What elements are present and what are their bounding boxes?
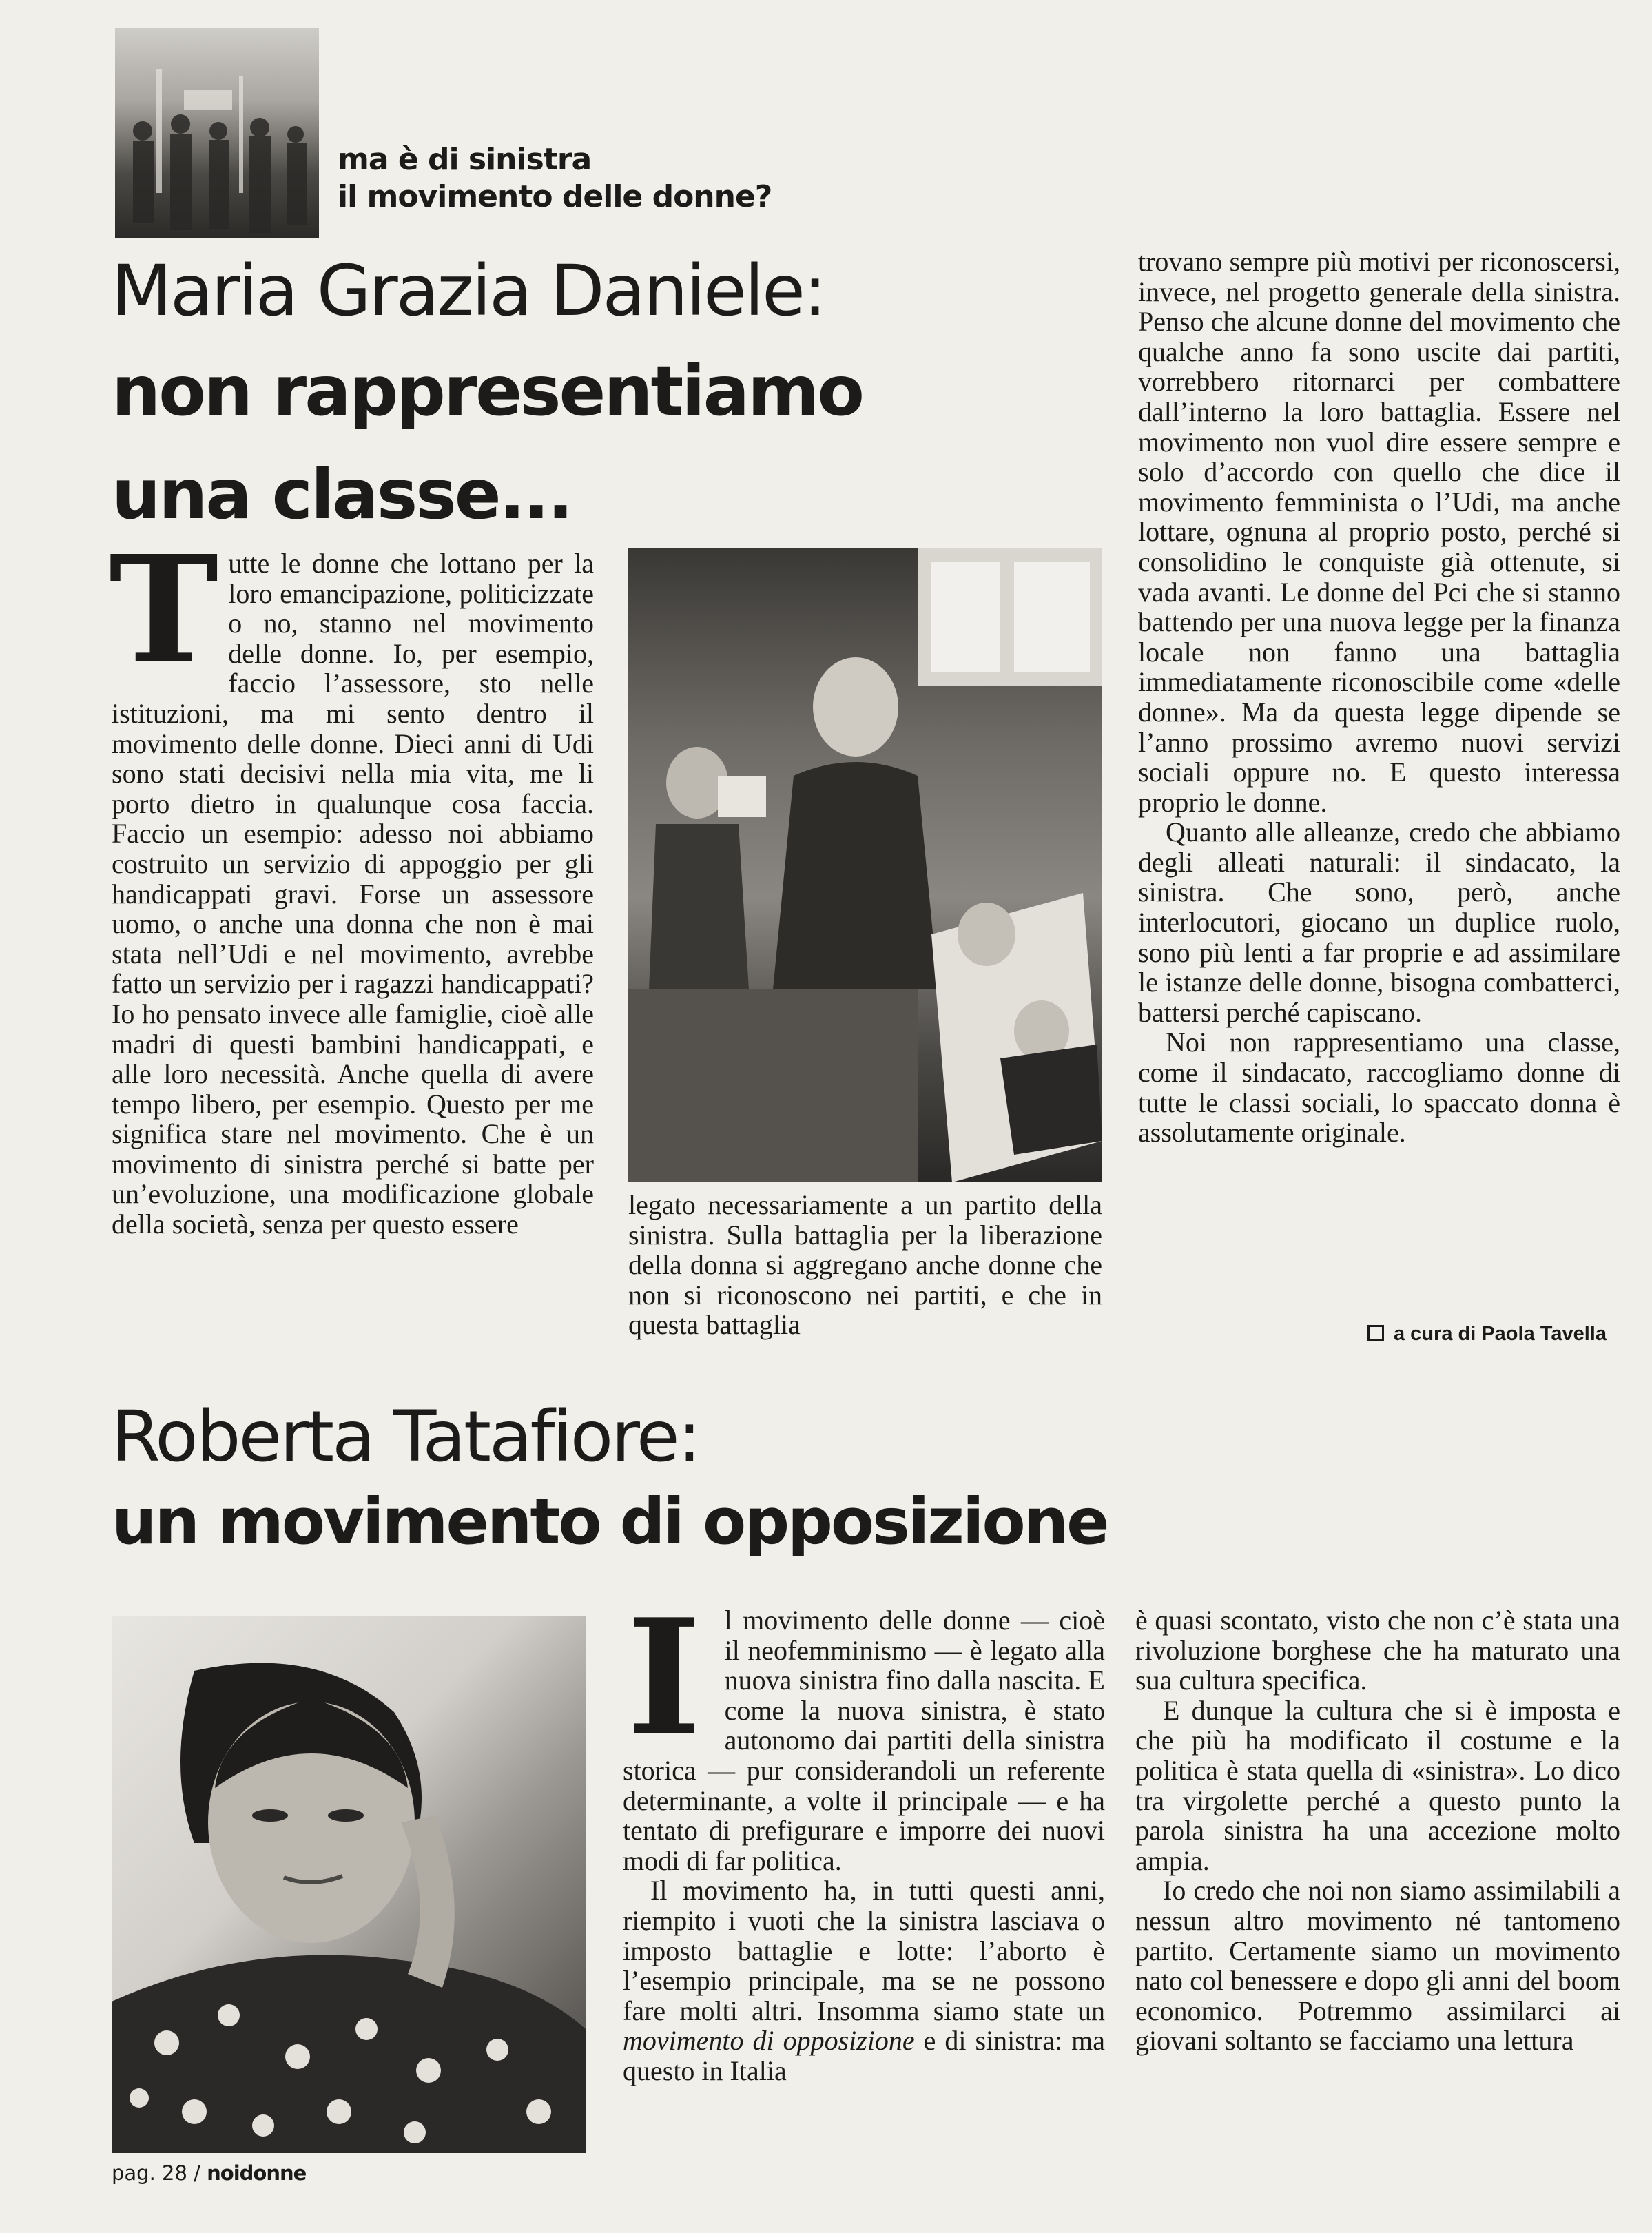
article-2-col-3-p2: E dunque la cultura che si è imposta e che più ha modificato il costume e la politica è stata quella di «sinistra». Lo dico tra virgolette perché a questo punto la parola sinistra ha una accezione molto ampia. xyxy=(1135,1694,1620,1876)
article-1-col-2-text: legato necessariamente a un partito della sinistra. Sulla battaglia per la liberazione della donna si aggregano anche donne che non si riconoscono nei partiti, e che in questa battaglia xyxy=(628,1189,1102,1341)
article-2-column-2 xyxy=(623,1585,1105,2086)
article-1-column-3 xyxy=(1138,247,1620,1148)
article-1-col-3-p2: Quanto alle alleanze, credo che abbiamo degli alleati naturali: il sindacato, la sinistra. Che sono, però, anche interlocutori, giocano un duplice ruolo, sono più lenti a far proprie e ad assimilare le istanze delle donne, bisogna combatterci, battersi perché capiscano. xyxy=(1138,816,1620,1028)
headline-2-name: Roberta Tatafiore: xyxy=(112,1396,699,1478)
article-1-photo xyxy=(628,548,1102,1182)
article-2-column-3 xyxy=(1135,1605,1620,2056)
headline-2-subtitle: un movimento di opposizione xyxy=(112,1485,1108,1558)
article-1-column-2 xyxy=(628,1190,1102,1340)
dropcap-t: T xyxy=(109,524,219,697)
magazine-logo: noidonne xyxy=(207,2161,307,2185)
article-2-col-3-p3: Io credo che noi non siamo assimilabili a nessun altro movimento né tantomeno partito. Certamente siamo un movimento nato col benessere e dopo gli anni del boom economico. Potremmo assimilarci ai giovani soltanto se facciamo una lettura xyxy=(1135,1875,1620,2057)
kicker-line-2: il movimento delle donne? xyxy=(338,179,772,214)
article-2-col-2-p2-end: e di sinistra: ma questo in Italia xyxy=(623,2025,1105,2086)
top-thumbnail-photo xyxy=(115,28,319,238)
article-1-col-3-p1: trovano sempre più motivi per riconoscersi, invece, nel progetto generale della sinistra. Penso che alcune donne del movimento che qualche anno fa sono uscite dai partiti, vorrebbero ritornarci per combattere dall’interno la loro battaglia. Essere nel movimento non vuol dire essere sempre e solo d’accordo con quello che dice il movimento femminista o l’Udi, ma anche lottare, ognuna al proprio posto, perché si consolidino le conquiste già ottenute, si vada avanti. Le donne del Pci che si stanno battendo per una nuova legge per la finanza locale non fanno una battaglia immediatamente riconoscibile come «delle donne». Ma da questa legge dipende se l’anno prossimo avremo nuovi servizi sociali oppure no. E questo interessa proprio le donne. xyxy=(1138,246,1620,818)
article-2-col-2-p2-emphasis: movimento di opposizione xyxy=(623,2025,915,2057)
credit-text: a cura di Paola Tavella xyxy=(1394,1323,1607,1345)
credit-square-icon xyxy=(1367,1325,1384,1341)
article-2-col-2-p2-start: Il movimento ha, in tutti questi anni, riempito i vuoti che la sinistra lasciava o imposto battaglie e lotte: l’aborto è l’esempio principale, ma se ne possono fare molti altri. Insomma siamo state un xyxy=(623,1875,1105,2026)
article-2-col-2-p1: l movimento delle donne — cioè il neofemminismo — è legato alla nuova sinistra fino dalla nascita. E come la nuova sinistra, è stato autonomo dai partiti della sinistra storica — pur considerandoli un referente determinante, a volte il principale — e ha tentato di prefigurare e imporre dei nuovi modi di far politica. xyxy=(623,1605,1105,1876)
article-1-col-3-p3: Noi non rappresentiamo una classe, come il sindacato, raccogliamo donne di tutte le classi sociali, lo spaccato donna è assolutamente originale. xyxy=(1138,1027,1620,1149)
article-1-col-1-text: utte le donne che lottano per la loro emancipazione, politicizzate o no, stanno nel movimento delle donne. Io, per esempio, faccio l’assessore, sto nelle istituzioni, ma mi sento dentro il movimento delle donne. Dieci anni di Udi sono stati decisivi nella mia vita, me li porto dietro in qualunque cosa faccia. Faccio un esempio: adesso noi abbiamo costruito un servizio di appoggio per gli handicappati gravi. Forse un assessore uomo, o anche una donna che non è mai stata nell’Udi e nel movimento, avrebbe fatto un servizio per i ragazzi handicappati? Io ho pensato invece alle famiglie, cioè alle madri di questi bambini handicappati, e alle loro necessità. Anche quella di avere tempo libero, per esempio. Questo per me significa stare nel movimento. Che è un movimento di sinistra perché si batte per un’evoluzione, una modificazione globale della società, senza per questo essere xyxy=(112,548,594,1240)
page-number: pag. 28 / xyxy=(112,2161,200,2185)
kicker xyxy=(338,141,772,216)
article-2-portrait-photo xyxy=(112,1616,586,2153)
kicker-line-1: ma è di sinistra xyxy=(338,142,592,177)
article-1-column-1 xyxy=(109,524,594,1240)
author-credit xyxy=(1367,1323,1607,1346)
dropcap-i: I xyxy=(627,1585,701,1771)
headline-1-line-1: non rappresentiamo xyxy=(112,351,863,431)
page-footer xyxy=(112,2161,306,2185)
article-2-col-3-p1: è quasi scontato, visto che non c’è stata una rivoluzione borghese che ha maturato una sua cultura specifica. xyxy=(1135,1605,1620,1696)
headline-1-name: Maria Grazia Daniele: xyxy=(112,250,825,332)
article-2-col-2-p2 xyxy=(623,1875,1105,2086)
headline-1-line-2: una classe... xyxy=(112,454,572,535)
